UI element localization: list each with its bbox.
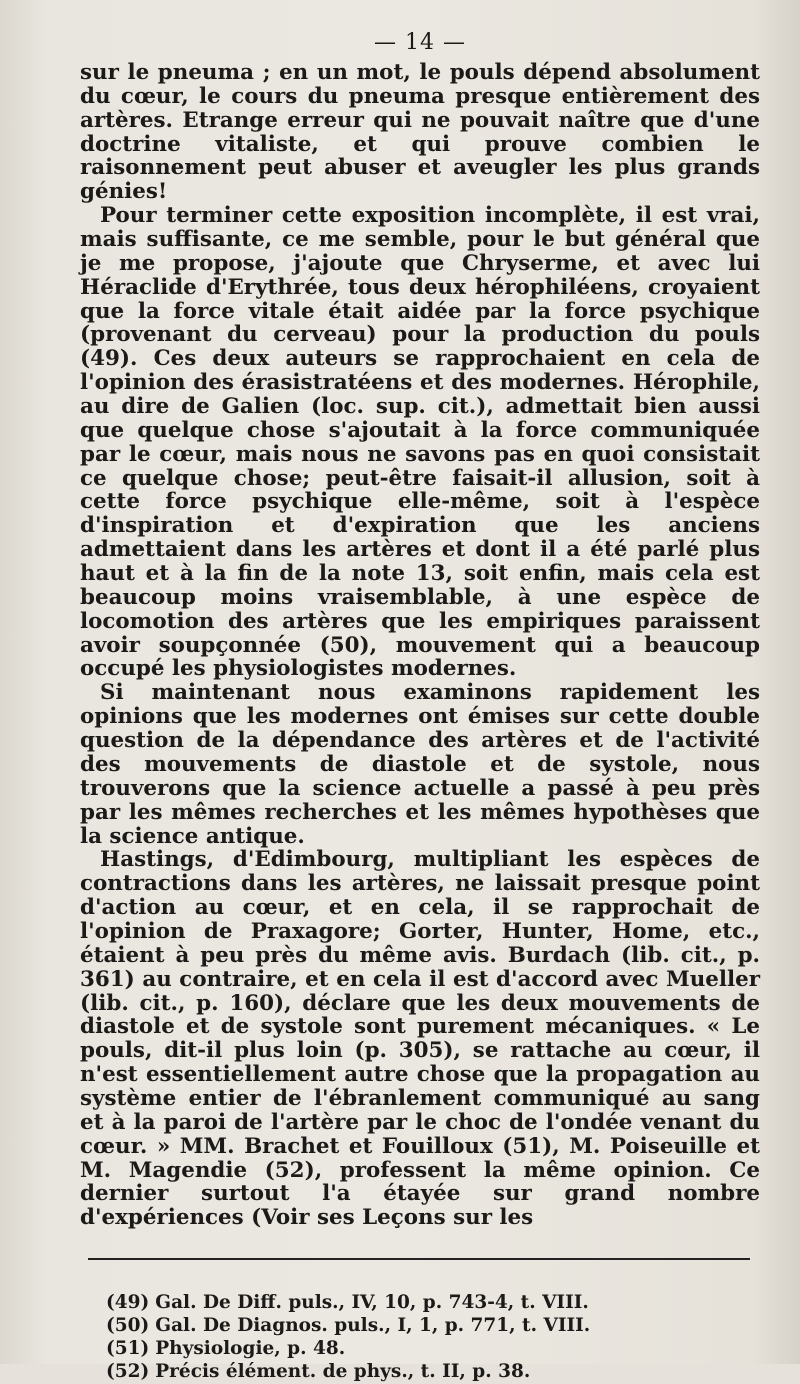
footnote [106, 1361, 760, 1384]
footnote [106, 1292, 760, 1315]
paragraph: Pour terminer cette exposition incomplète, il est vrai, mais suffisante, ce me semble, pour le but général que je me propose, j'ajoute que Chryserme, et avec lui Héraclide d'Erythrée, tous deux hérophiléens, croyaient que la force vitale était aidée par la force psychique (provenant du cerveau) pour la production du pouls (49). Ces deux auteurs se rapprochaient en cela de l'opinion des érasistratéens et des modernes. Hérophile, au dire de Galien (loc. sup. cit.), admettait bien aussi que quelque chose s'ajoutait à la force communiquée par le cœur, mais nous ne savons pas en quoi consistait ce quelque chose; peut-être faisait-il allusion, soit à cette force psychique elle-même, soit à l'espèce d'inspiration et d'expiration que les anciens admettaient dans les artères et dont il a été parlé plus haut et à la fin de la note 13, soit enfin, mais cela est beaucoup moins vraisemblable, à une espèce de locomotion des artères que les empiriques paraissent avoir soupçonnée (50), mouvement qui a beaucoup occupé les physiologistes modernes. [80, 203, 760, 682]
page-number: — 14 — [374, 30, 466, 55]
footnote-text: Physiologie, p. 48. [155, 1337, 346, 1359]
footnote-number: (50) [106, 1315, 150, 1337]
footnote-text: Précis élément. de phys., t. II, p. 38. [155, 1360, 531, 1382]
paragraph: Hastings, d'Edimbourg, multipliant les espèces de contractions dans les artères, ne laissait presque point d'action au cœur, et en cela, il se rapprochait de l'opinion de Praxagore; Gorter, Hunter, Home, etc., étaient à peu près du même avis. Burdach (lib. cit., p. 361) au contraire, et en cela il est d'accord avec Mueller (lib. cit., p. 160), déclare que les deux mouvements de diastole et de systole sont purement mécaniques. « Le pouls, dit-il plus loin (p. 305), se rattache au cœur, il n'est essentiellement autre chose que la propagation au système entier de l'ébranlement communiqué au sang et à la paroi de l'artère par le choc de l'ondée venant du cœur. » MM. Brachet et Fouilloux (51), M. Poiseuille et M. Magendie (52), professent la même opinion. Ce dernier surtout l'a étayée sur grand nombre d'expériences (Voir ses Leçons sur les [80, 847, 760, 1231]
footnotes [80, 1292, 760, 1384]
footnote-text: Gal. De Diff. puls., IV, 10, p. 743-4, t. VIII. [155, 1292, 589, 1314]
footnote [106, 1315, 760, 1338]
footnote-number: (51) [106, 1337, 150, 1359]
footnote-divider [88, 1258, 750, 1260]
footnote-number: (52) [106, 1360, 150, 1382]
paragraph: Si maintenant nous examinons rapidement les opinions que les modernes ont émises sur cette double question de la dépendance des artères et de l'activité des mouvements de diastole et de systole, nous trouverons que la science actuelle a passé à peu près par les mêmes recherches et les mêmes hypothèses que la science antique. [80, 680, 760, 849]
footnote [106, 1338, 760, 1361]
main-text [80, 61, 760, 1230]
footnote-number: (49) [106, 1292, 150, 1314]
paragraph: sur le pneuma ; en un mot, le pouls dépend absolument du cœur, le cours du pneuma presque entièrement des artères. Etrange erreur qui ne pouvait naître que d'une doctrine vitaliste, et qui prouve combien le raisonnement peut abuser et aveugler les plus grands génies! [80, 60, 760, 205]
footnote-text: Gal. De Diagnos. puls., I, 1, p. 771, t. VIII. [155, 1315, 591, 1337]
